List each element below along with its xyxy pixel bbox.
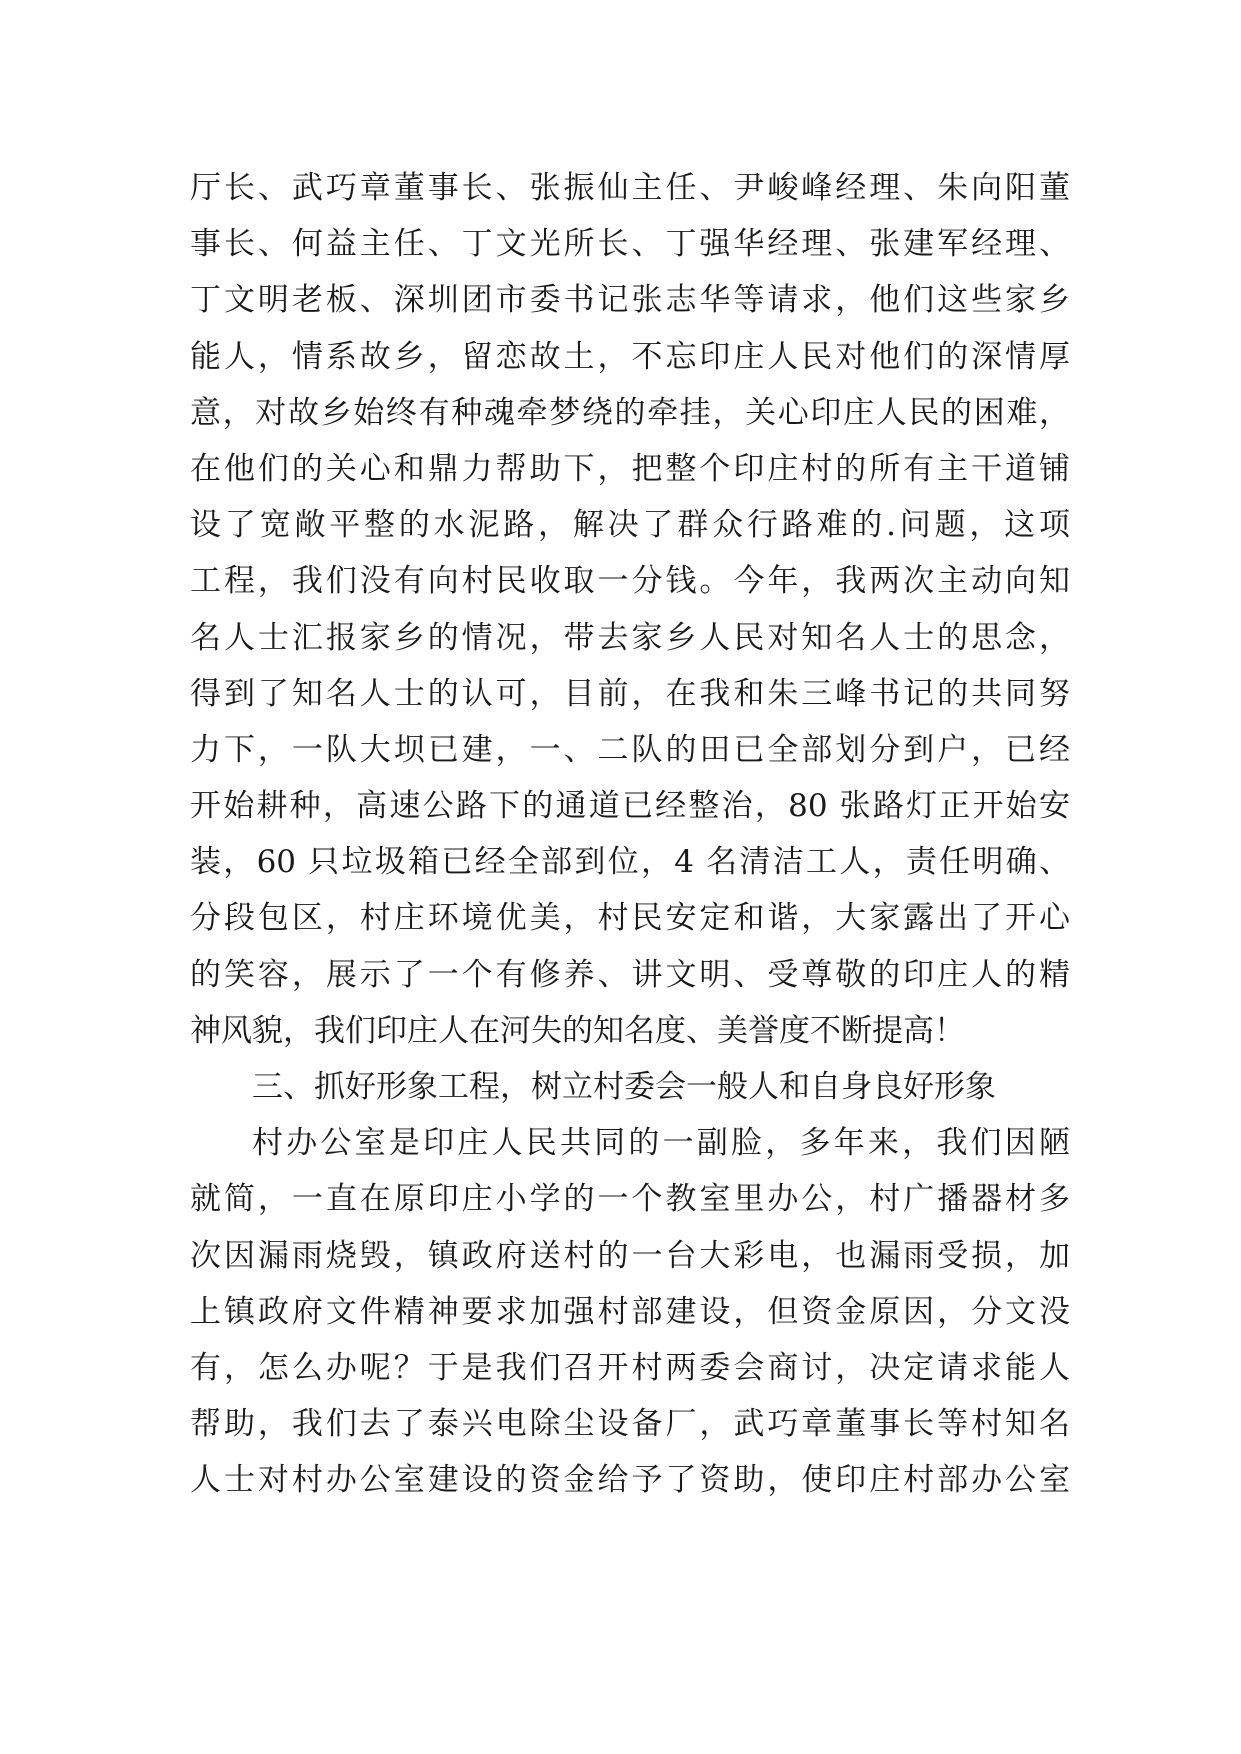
text-line: 开始耕种，高速公路下的通道已经整治，80 张路灯正开始安 [190,788,1070,825]
text-line: 在他们的关心和鼎力帮助下，把整个印庄村的所有主干道铺 [190,450,1070,487]
text-line: 人士对村办公室建设的资金给予了资助，使印庄村部办公室 [190,1462,1070,1499]
text-line: 能人，情系故乡，留恋故土，不忘印庄人民对他们的深情厚 [190,338,1070,375]
text-line: 有，怎么办呢？于是我们召开村两委会商讨，决定请求能人 [190,1349,1070,1386]
text-line: 名人士汇报家乡的情况，带去家乡人民对知名人士的思念， [190,619,1070,656]
text-line: 得到了知名人士的认可，目前，在我和朱三峰书记的共同努 [190,675,1070,712]
paragraph-start-line: 村办公室是印庄人民共同的一副脸，多年来，我们因陋 [252,1125,1070,1162]
text-line: 装，60 只垃圾箱已经全部到位，4 名清洁工人，责任明确、 [190,844,1070,881]
paragraph-end-line: 神风貌，我们印庄人在河失的知名度、美誉度不断提高！ [190,1012,965,1049]
text-line: 意，对故乡始终有种魂牵梦绕的牵挂，关心印庄人民的困难， [190,394,1070,431]
text-line: 就简，一直在原印庄小学的一个教室里办公，村广播器材多 [190,1181,1070,1218]
section-heading: 三、抓好形象工程，树立村委会一般人和自身良好形象 [252,1069,996,1105]
text-line: 力下，一队大坝已建，一、二队的田已全部划分到户，已经 [190,731,1070,768]
text-line: 事长、何益主任、丁文光所长、丁强华经理、张建军经理、 [190,226,1070,263]
text-line: 厅长、武巧章董事长、张振仙主任、尹峻峰经理、朱向阳董 [190,170,1070,206]
text-line: 帮助，我们去了泰兴电除尘设备厂，武巧章董事长等村知名 [190,1406,1070,1443]
text-line: 上镇政府文件精神要求加强村部建设，但资金原因，分文没 [190,1293,1070,1330]
document-body [190,160,1070,1509]
text-line: 次因漏雨烧毁，镇政府送村的一台大彩电，也漏雨受损，加 [190,1237,1070,1274]
text-line: 丁文明老板、深圳团市委书记张志华等请求，他们这些家乡 [190,282,1070,319]
text-line: 分段包区，村庄环境优美，村民安定和谐，大家露出了开心 [190,900,1070,937]
text-line: 设了宽敞平整的水泥路，解决了群众行路难的.问题，这项 [190,507,1070,544]
text-line: 的笑容，展示了一个有修养、讲文明、受尊敬的印庄人的精 [190,956,1070,993]
text-line: 工程，我们没有向村民收取一分钱。今年，我两次主动向知 [190,563,1070,600]
